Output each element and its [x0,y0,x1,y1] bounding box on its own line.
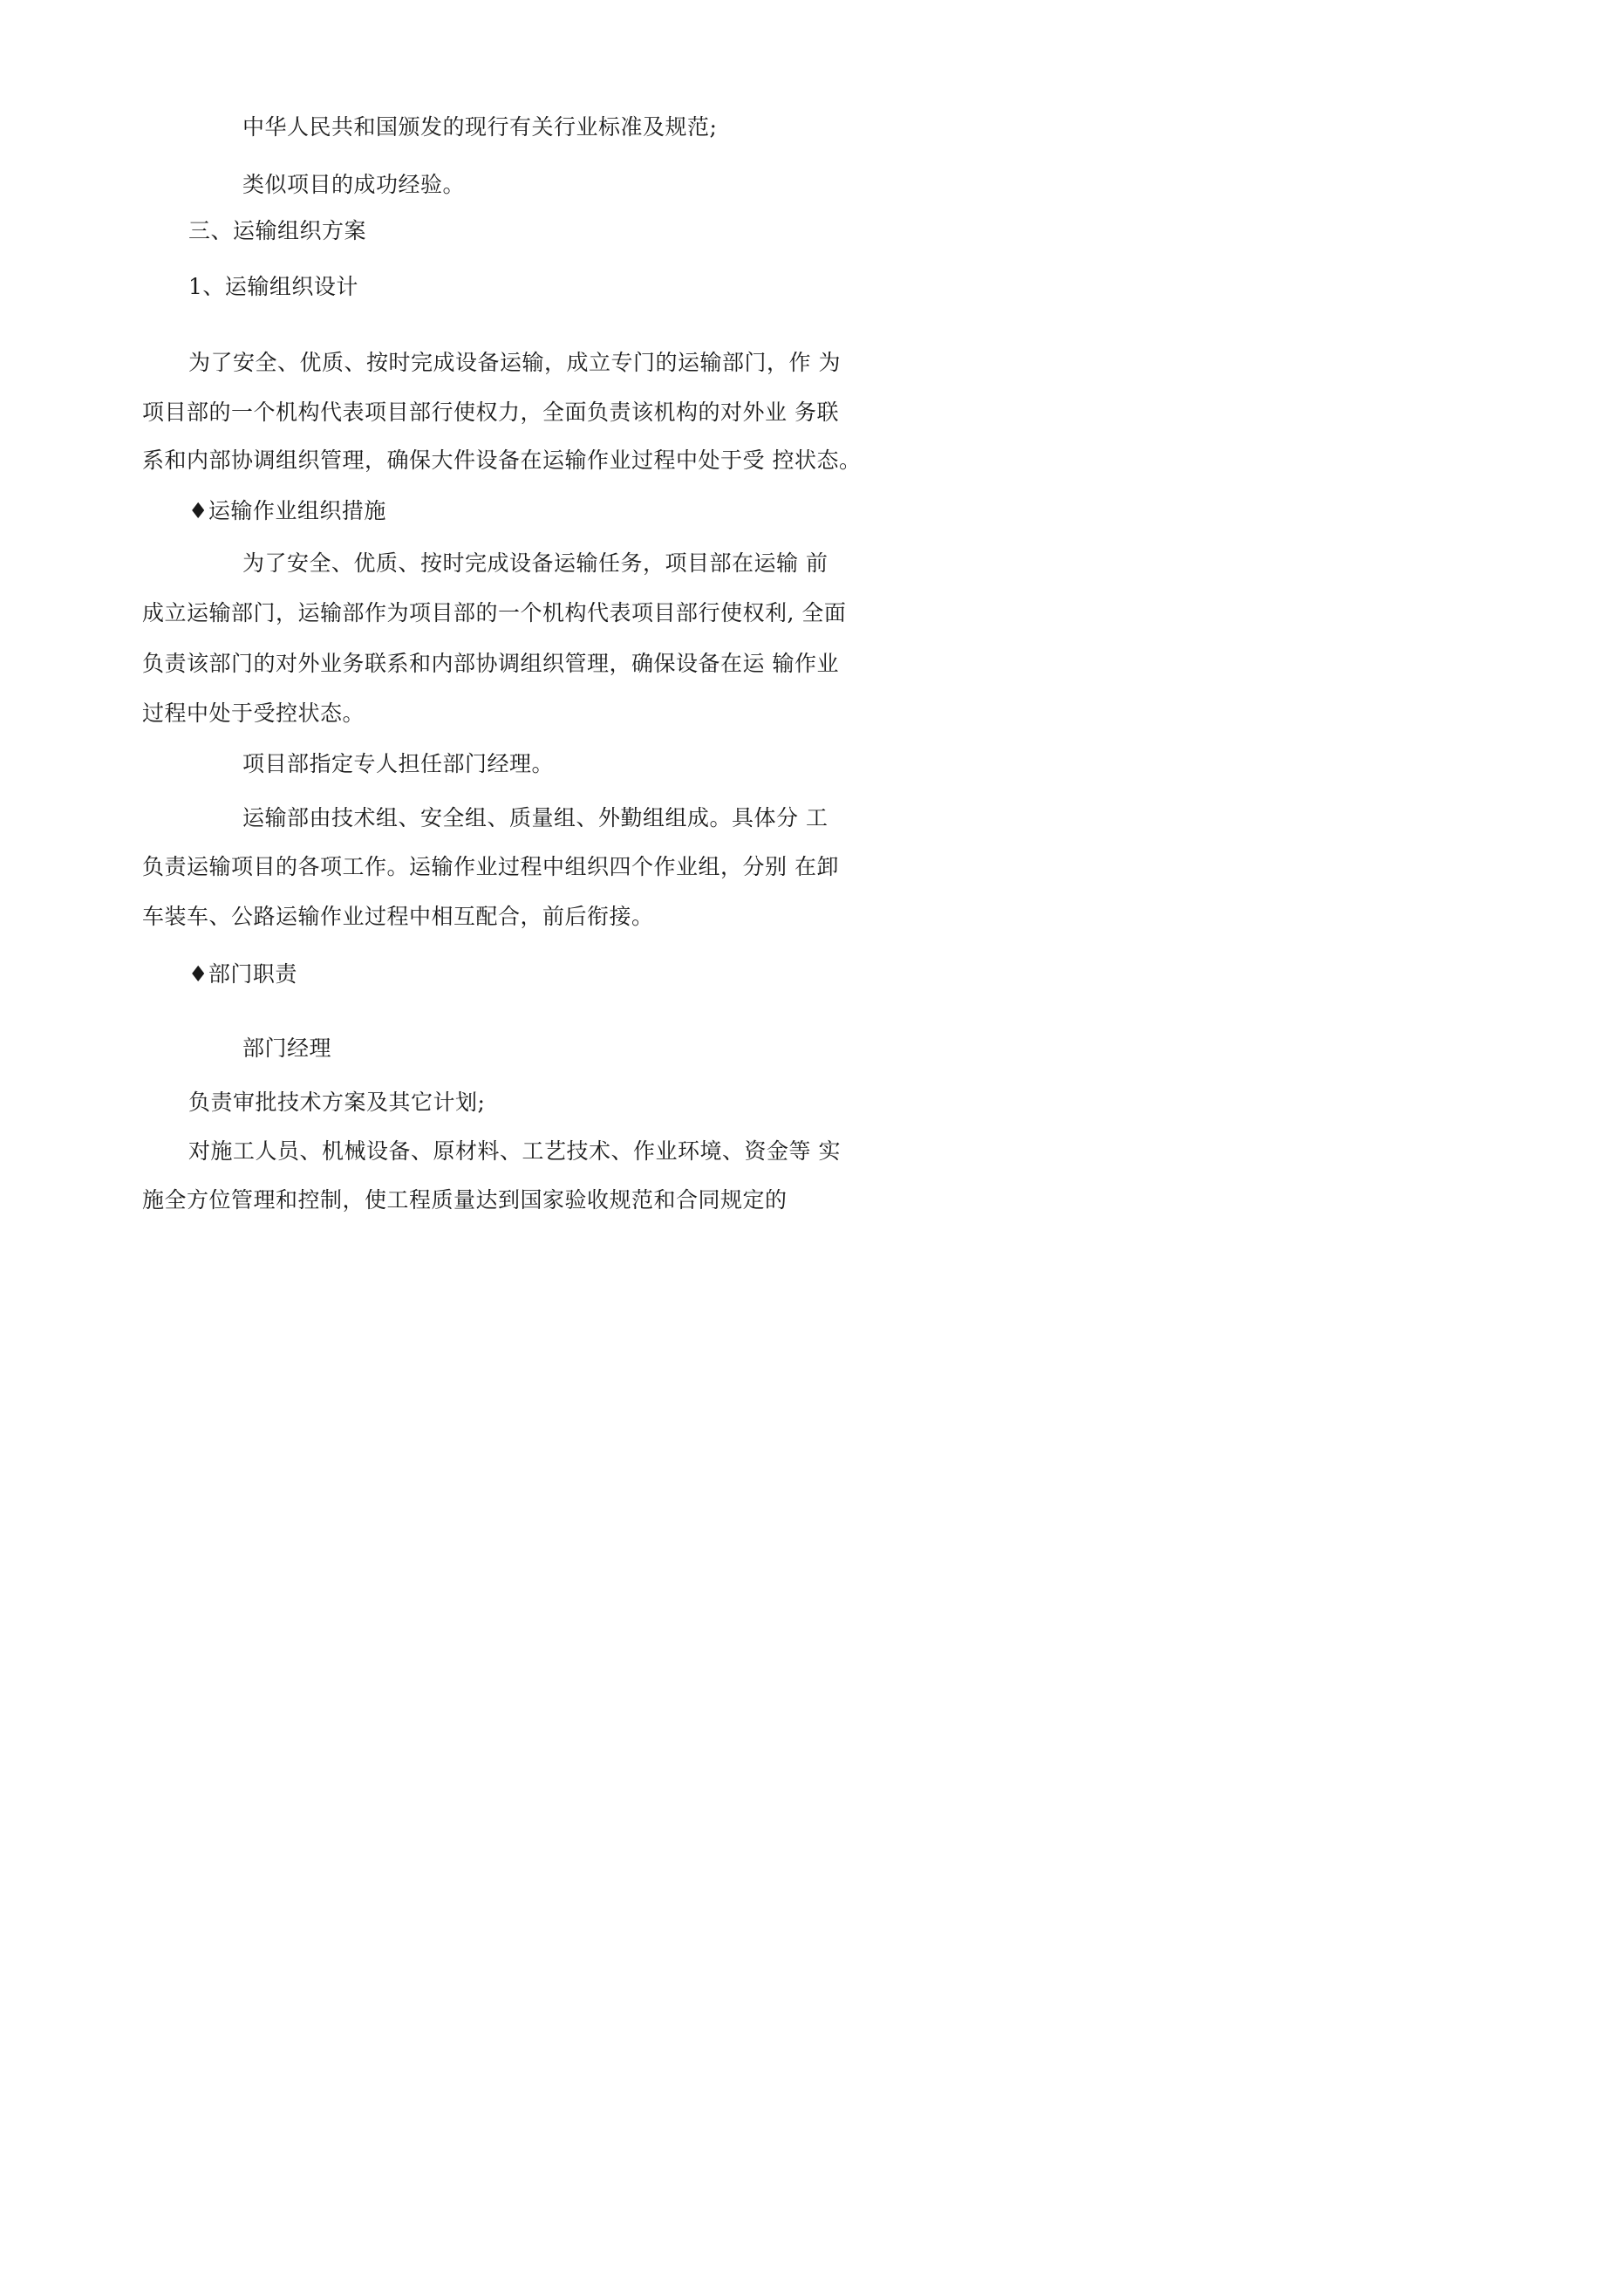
paragraph-line: 为了安全、优质、按时完成设备运输任务，项目部在运输 前 [242,550,829,576]
paragraph-line: 施全方位管理和控制，使工程质量达到国家验收规范和合同规定的 [142,1187,788,1213]
paragraph-line: 系和内部协调组织管理，确保大件设备在运输作业过程中处于受 控状态。 [142,448,862,473]
text-line-experience: 类似项目的成功经验。 [242,172,466,197]
text-line-standards: 中华人民共和国颁发的现行有关行业标准及规范; [242,114,718,140]
paragraph-line: 负责该部门的对外业务联系和内部协调组织管理，确保设备在运 输作业 [142,651,839,676]
bullet-heading: ♦部门职责 [188,961,297,987]
paragraph-line: 项目部的一个机构代表项目部行使权力，全面负责该机构的对外业 务联 [142,400,839,425]
paragraph-line: 负责审批技术方案及其它计划; [188,1090,486,1115]
paragraph-line: 负责运输项目的各项工作。运输作业过程中组织四个作业组，分别 在卸 [142,854,839,879]
paragraph-line: 车装车、公路运输作业过程中相互配合，前后衔接。 [142,904,654,929]
paragraph-line: 项目部指定专人担任部门经理。 [242,751,555,776]
paragraph-line: 对施工人员、机械设备、原材料、工艺技术、作业环境、资金等 实 [188,1138,841,1164]
role-heading: 部门经理 [242,1035,332,1061]
subsection-heading: 1、运输组织设计 [188,274,358,299]
bullet-heading: ♦运输作业组织措施 [188,498,386,523]
paragraph-line: 过程中处于受控状态。 [142,700,365,726]
section-heading: 三、运输组织方案 [188,218,367,243]
paragraph-line: 运输部由技术组、安全组、质量组、外勤组组成。具体分 工 [242,805,829,830]
document-page [0,0,979,1384]
paragraph-line: 为了安全、优质、按时完成设备运输，成立专门的运输部门，作 为 [188,350,841,375]
paragraph-line: 成立运输部门，运输部作为项目部的一个机构代表项目部行使权利, 全面 [142,600,847,625]
